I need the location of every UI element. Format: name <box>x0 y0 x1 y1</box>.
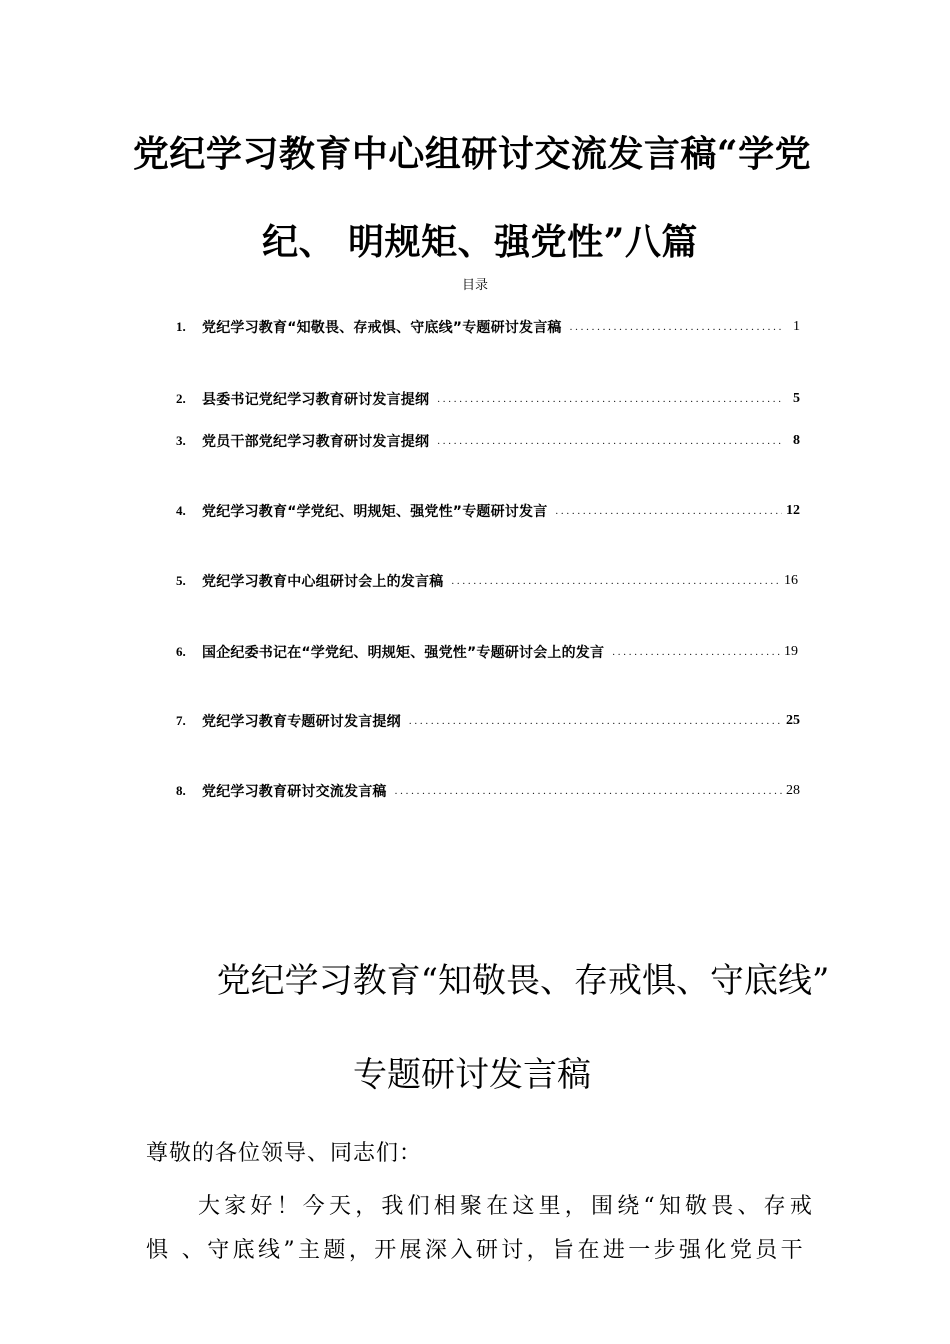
salutation: 尊敬的各位领导、同志们： <box>146 1141 423 1166</box>
toc-entry-page: 8 <box>793 433 800 448</box>
toc-entry-text: 党纪学习教育“学党纪、明规矩、强党性”专题研讨发言 <box>202 504 548 520</box>
toc-entry-text: 党纪学习教育专题研讨发言提纲 <box>202 714 401 730</box>
paragraph-line-2: 惧 、守底线”主题，开展深入研讨，旨在进一步强化党员干 <box>146 1238 807 1263</box>
toc-entry-2[interactable] <box>176 389 800 409</box>
toc-entry-number: 6. <box>176 644 186 659</box>
toc-entry-8[interactable] <box>176 781 800 801</box>
toc-entry-text: 国企纪委书记在“学党纪、明规矩、强党性”专题研讨会上的发言 <box>202 645 605 661</box>
toc-entry-text: 党纪学习教育中心组研讨会上的发言稿 <box>202 574 444 590</box>
toc-entry-text: 党纪学习教育“知敬畏、存戒惧、守底线”专题研讨发言稿 <box>202 320 562 336</box>
document-title-line-2: 纪、 明规矩、强党性”八篇 <box>262 221 698 263</box>
paragraph-line-1: 大家好！今天，我们相聚在这里，围绕“知敬畏、存戒 <box>198 1194 817 1219</box>
toc-dot-leader <box>451 575 780 587</box>
toc-entry-number: 3. <box>176 433 186 448</box>
toc-entry-page: 12 <box>786 503 800 518</box>
toc-dot-leader <box>437 393 782 405</box>
toc-entry-page: 1 <box>793 319 800 334</box>
toc-heading: 目录 <box>461 278 488 293</box>
toc-entry-7[interactable] <box>176 711 800 731</box>
toc-entry-5[interactable] <box>176 571 798 591</box>
section-title-line-1: 党纪学习教育“知敬畏、存戒惧、守底线” <box>216 961 830 1001</box>
toc-entry-text: 县委书记党纪学习教育研讨发言提纲 <box>202 392 430 408</box>
toc-entry-number: 5. <box>176 573 186 588</box>
toc-dot-leader <box>570 321 782 333</box>
section-title-line-2: 专题研讨发言稿 <box>353 1055 591 1095</box>
toc-entry-number: 8. <box>176 783 186 798</box>
toc-entry-1[interactable] <box>176 317 800 337</box>
document-title-line-1: 党纪学习教育中心组研讨交流发言稿“学党 <box>132 133 812 175</box>
toc-dot-leader <box>612 646 780 658</box>
toc-entry-number: 7. <box>176 713 186 728</box>
toc-entry-page: 16 <box>784 573 798 588</box>
toc-entry-number: 1. <box>176 319 186 334</box>
toc-entry-number: 2. <box>176 391 186 406</box>
toc-entry-number: 4. <box>176 503 186 518</box>
toc-entry-6[interactable] <box>176 642 798 662</box>
toc-entry-text: 党员干部党纪学习教育研讨发言提纲 <box>202 434 430 450</box>
toc-dot-leader <box>395 785 782 797</box>
toc-entry-page: 25 <box>786 713 800 728</box>
toc-entry-page: 19 <box>784 644 798 659</box>
toc-dot-leader <box>555 505 782 517</box>
toc-entry-text: 党纪学习教育研讨交流发言稿 <box>202 784 387 800</box>
toc-entry-4[interactable] <box>176 501 800 521</box>
toc-entry-page: 28 <box>786 783 800 798</box>
toc-dot-leader <box>409 715 782 727</box>
toc-dot-leader <box>437 435 782 447</box>
toc-entry-3[interactable] <box>176 431 800 451</box>
toc-entry-page: 5 <box>793 391 800 406</box>
